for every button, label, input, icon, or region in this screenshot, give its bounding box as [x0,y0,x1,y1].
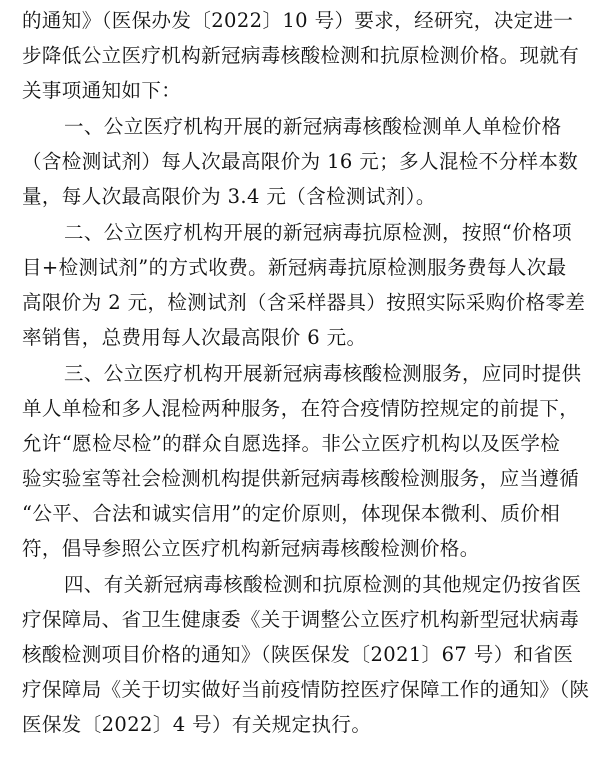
text-line: 目+检测试剂”的方式收费。新冠病毒抗原检测服务费每人次最 [22,256,567,279]
text-line: 疗保障局、省卫生健康委《关于调整公立医疗机构新型冠状病毒 [22,608,580,631]
paragraph-1-line: 一、公立医疗机构开展的新冠病毒核酸检测单人单检价格 [64,115,562,138]
text-line: 率销售，总费用每人次最高限价 6 元。 [22,326,367,349]
paragraph-4-line: 四、有关新冠病毒核酸检测和抗原检测的其他规定仍按省医 [64,573,582,596]
text-line: 关事项通知如下： [22,79,182,102]
text-line: 核酸检测项目价格的通知》（陕医保发〔2021〕67 号）和省医 [22,643,574,666]
text-line: 高限价为 2 元，检测试剂（含采样器具）按照实际采购价格零差 [22,291,586,314]
paragraph-3-line: 三、公立医疗机构开展新冠病毒核酸检测服务，应同时提供 [64,362,582,385]
text-line: 验实验室等社会检测机构提供新冠病毒核酸检测服务，应当遵循 [22,467,580,490]
text-line: “公平、合法和诚实信用”的定价原则，体现保本微利、质价相 [22,502,561,525]
text-line: 医保发〔2022〕4 号）有关规定执行。 [22,713,372,736]
text-line: 量，每人次最高限价为 3.4 元（含检测试剂）。 [22,185,436,208]
paragraph-2-line: 二、公立医疗机构开展的新冠病毒抗原检测，按照“价格项 [64,221,572,244]
text-line: 允许“愿检尽检”的群众自愿选择。非公立医疗机构以及医学检 [22,432,561,455]
text-line: 符，倡导参照公立医疗机构新冠病毒核酸检测价格。 [22,537,480,560]
text-line: （含检测试剂）每人次最高限价为 16 元；多人混检不分样本数 [22,150,579,173]
text-line: 单人单检和多人混检两种服务，在符合疫情防控规定的前提下， [22,397,580,420]
text-line: 的通知》（医保办发〔2022〕10 号）要求，经研究，决定进一 [22,9,574,32]
text-line: 步降低公立医疗机构新冠病毒核酸检测和抗原检测价格。现就有 [22,44,580,67]
text-line: 疗保障局《关于切实做好当前疫情防控医疗保障工作的通知》（陕 [22,678,590,701]
